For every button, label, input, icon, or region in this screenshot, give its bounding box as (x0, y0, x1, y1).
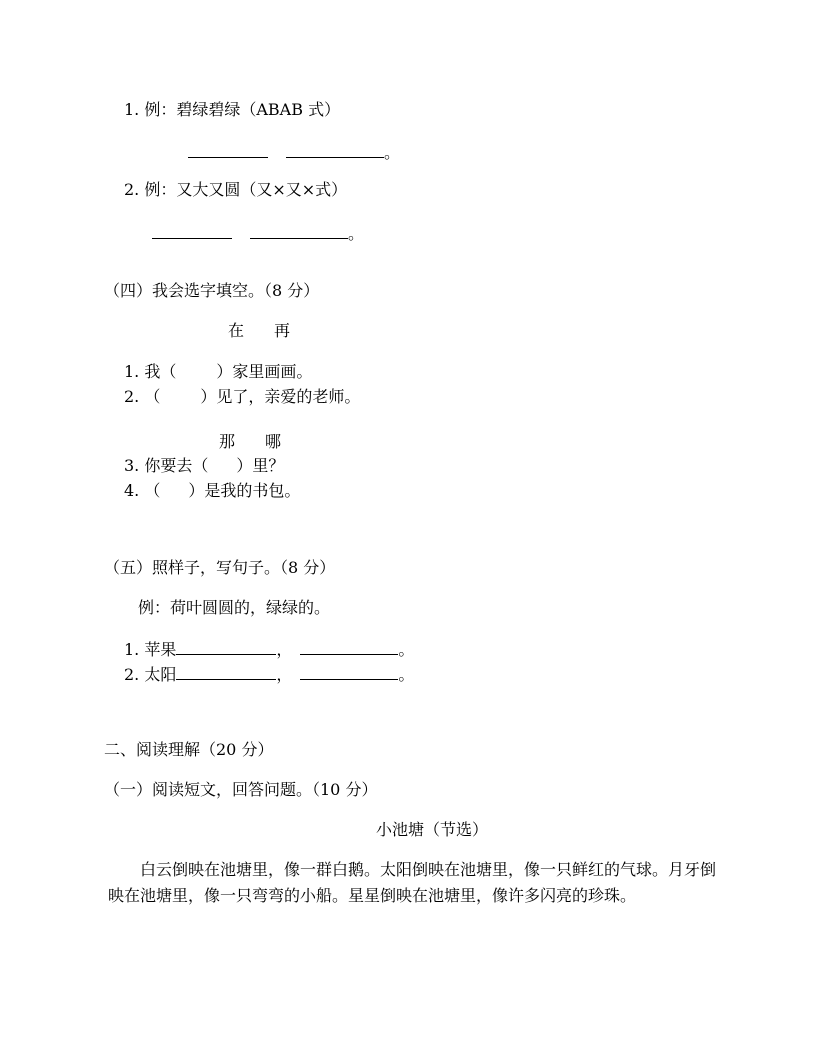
question-text: ）是我的书包。 (188, 481, 301, 500)
section2-heading: 二、阅读理解（20 分） (104, 740, 274, 759)
part5-question-1 (124, 638, 414, 660)
char-choice: 那 (219, 432, 236, 451)
answer-blank[interactable] (300, 638, 398, 655)
comma: ， (276, 640, 293, 659)
part3-question-2-answer-line (152, 222, 364, 244)
part5-heading: （五）照样子，写句子。（8 分） (104, 558, 336, 577)
part4-heading: （四）我会选字填空。（8 分） (104, 281, 320, 300)
passage-text: 白云倒映在池塘里，像一群白鹅。太阳倒映在池塘里，像一只鲜红的气球。月牙倒映在池塘里，像一只弯弯的小船。星星倒映在池塘里，像许多闪亮的珍珠。 (108, 860, 717, 905)
period: 。 (348, 224, 365, 243)
comma: ， (276, 665, 293, 684)
part4-question-3 (124, 456, 284, 476)
answer-blank[interactable] (286, 141, 384, 158)
part4-question-4 (124, 481, 300, 501)
answer-blank[interactable] (176, 638, 276, 655)
question-text: 2. 太阳 (124, 665, 177, 684)
part3-question-2-text: 2. 例：又大又圆（又×又×式） (124, 180, 348, 199)
question-text: 1. 苹果 (124, 640, 177, 659)
part3-question-1-answer-line (188, 141, 400, 163)
answer-blank[interactable] (152, 222, 232, 239)
part3-question-2 (124, 180, 347, 200)
char-choice: 在 (228, 321, 245, 340)
period: 。 (398, 640, 415, 659)
part5-example: 例：荷叶圆圆的，绿绿的。 (138, 598, 331, 617)
part4-question-1 (124, 362, 312, 382)
answer-blank[interactable] (300, 663, 398, 680)
section2-sub-heading: （一）阅读短文，回答问题。（10 分） (104, 780, 378, 799)
answer-blank[interactable] (250, 222, 348, 239)
part3-question-1 (124, 100, 340, 120)
char-choice-pair-1 (228, 321, 290, 341)
period: 。 (384, 143, 401, 162)
char-choice: 哪 (265, 432, 282, 451)
char-choice-pair-2 (219, 432, 281, 452)
part3-question-1-text: 1. 例：碧绿碧绿（ABAB 式） (124, 100, 341, 119)
passage-title: 小池塘（节选） (376, 820, 489, 839)
question-text: 3. 你要去（ (124, 456, 209, 475)
char-choice: 再 (274, 321, 291, 340)
question-text: 1. 我（ (124, 362, 177, 381)
answer-blank[interactable] (176, 663, 276, 680)
answer-blank[interactable] (188, 141, 268, 158)
question-text: ）家里画画。 (216, 362, 313, 381)
question-text: ）里？ (236, 456, 285, 475)
part5-question-2 (124, 663, 414, 685)
question-text: 2. （ (124, 387, 161, 406)
part4-question-2 (124, 387, 360, 407)
question-text: 4. （ (124, 481, 161, 500)
period: 。 (398, 665, 415, 684)
question-text: ）见了，亲爱的老师。 (200, 387, 361, 406)
